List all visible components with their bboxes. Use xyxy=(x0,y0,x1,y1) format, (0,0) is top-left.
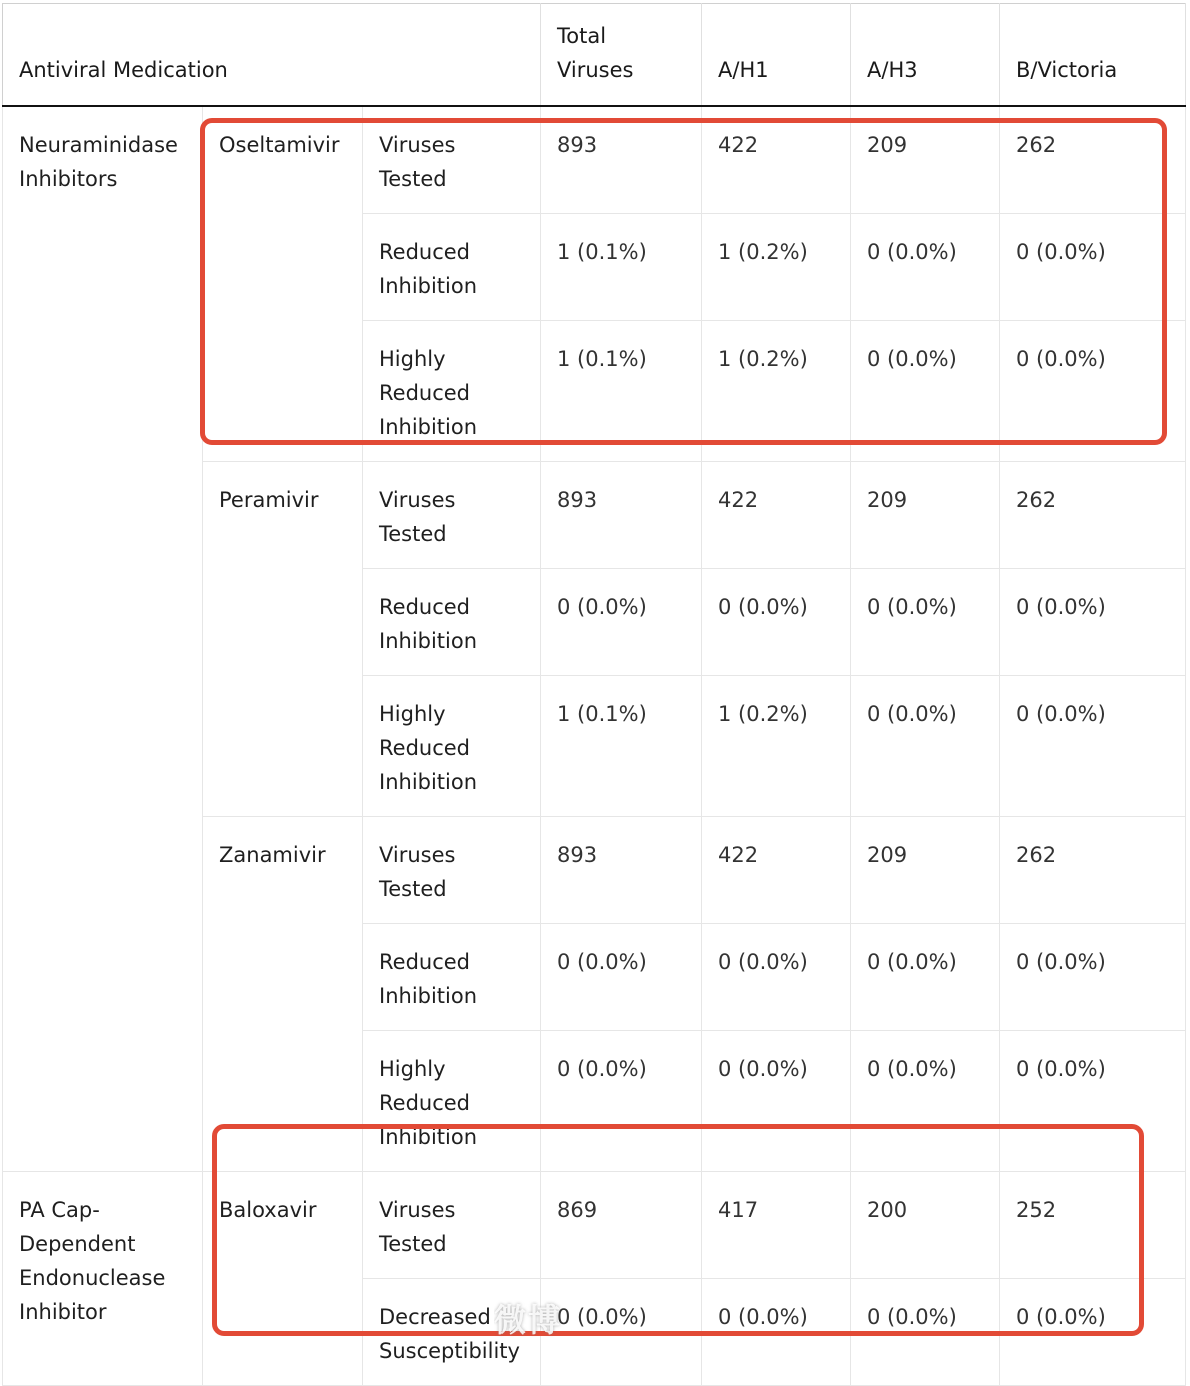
cell-a-h1: 0 (0.0%) xyxy=(702,1031,851,1172)
cell-total: 893 xyxy=(541,817,702,924)
cell-b-victoria: 262 xyxy=(1000,462,1186,569)
medication-cell-zanamivir: Zanamivir xyxy=(203,817,363,1172)
cell-a-h1: 0 (0.0%) xyxy=(702,569,851,676)
medication-cell-oseltamivir: Oseltamivir xyxy=(203,106,363,462)
cell-total: 0 (0.0%) xyxy=(541,924,702,1031)
cell-total: 1 (0.1%) xyxy=(541,214,702,321)
row-label: Decreased Susceptibility xyxy=(363,1279,541,1386)
cell-b-victoria: 0 (0.0%) xyxy=(1000,676,1186,817)
medication-cell-baloxavir: Baloxavir xyxy=(203,1172,363,1386)
cell-a-h1: 422 xyxy=(702,817,851,924)
cell-a-h3: 0 (0.0%) xyxy=(851,676,1000,817)
drug-class-cell: PA Cap-Dependent Endonuclease Inhibitor xyxy=(3,1172,203,1386)
medication-cell-peramivir: Peramivir xyxy=(203,462,363,817)
cell-a-h1: 0 (0.0%) xyxy=(702,924,851,1031)
cell-b-victoria: 0 (0.0%) xyxy=(1000,569,1186,676)
cell-a-h3: 0 (0.0%) xyxy=(851,321,1000,462)
cell-a-h3: 0 (0.0%) xyxy=(851,569,1000,676)
cell-total: 869 xyxy=(541,1172,702,1279)
row-label: Viruses Tested xyxy=(363,817,541,924)
table-header-row xyxy=(3,4,1186,107)
cell-total: 0 (0.0%) xyxy=(541,569,702,676)
row-label: Highly Reduced Inhibition xyxy=(363,1031,541,1172)
row-label: Reduced Inhibition xyxy=(363,569,541,676)
cell-total: 0 (0.0%) xyxy=(541,1031,702,1172)
cell-a-h3: 209 xyxy=(851,462,1000,569)
header-antiviral-medication: Antiviral Medication xyxy=(3,4,541,107)
row-label: Highly Reduced Inhibition xyxy=(363,676,541,817)
table-row xyxy=(3,106,1186,214)
watermark: 微博 xyxy=(494,1301,563,1339)
cell-total: 1 (0.1%) xyxy=(541,676,702,817)
cell-a-h1: 417 xyxy=(702,1172,851,1279)
cell-total: 0 (0.0%) xyxy=(541,1279,702,1386)
row-label: Viruses Tested xyxy=(363,106,541,214)
cell-a-h1: 1 (0.2%) xyxy=(702,214,851,321)
cell-b-victoria: 262 xyxy=(1000,106,1186,214)
cell-a-h1: 422 xyxy=(702,106,851,214)
row-label: Reduced Inhibition xyxy=(363,924,541,1031)
row-label: Highly Reduced Inhibition xyxy=(363,321,541,462)
cell-b-victoria: 0 (0.0%) xyxy=(1000,214,1186,321)
cell-total: 1 (0.1%) xyxy=(541,321,702,462)
cell-b-victoria: 0 (0.0%) xyxy=(1000,321,1186,462)
cell-b-victoria: 252 xyxy=(1000,1172,1186,1279)
cell-a-h3: 209 xyxy=(851,817,1000,924)
cell-a-h3: 200 xyxy=(851,1172,1000,1279)
cell-total: 893 xyxy=(541,106,702,214)
drug-class-cell: Neuraminidase Inhibitors xyxy=(3,106,203,1172)
cell-total: 893 xyxy=(541,462,702,569)
cell-a-h1: 0 (0.0%) xyxy=(702,1279,851,1386)
cell-a-h3: 0 (0.0%) xyxy=(851,1031,1000,1172)
header-b-victoria: B/Victoria xyxy=(1000,4,1186,107)
row-label: Viruses Tested xyxy=(363,1172,541,1279)
table-row xyxy=(3,1172,1186,1279)
cell-b-victoria: 0 (0.0%) xyxy=(1000,1279,1186,1386)
cell-a-h1: 422 xyxy=(702,462,851,569)
cell-b-victoria: 0 (0.0%) xyxy=(1000,924,1186,1031)
cell-b-victoria: 262 xyxy=(1000,817,1186,924)
header-a-h1: A/H1 xyxy=(702,4,851,107)
row-label: Reduced Inhibition xyxy=(363,214,541,321)
header-a-h3: A/H3 xyxy=(851,4,1000,107)
cell-a-h3: 209 xyxy=(851,106,1000,214)
cell-a-h3: 0 (0.0%) xyxy=(851,214,1000,321)
row-label: Viruses Tested xyxy=(363,462,541,569)
cell-a-h1: 1 (0.2%) xyxy=(702,676,851,817)
cell-a-h1: 1 (0.2%) xyxy=(702,321,851,462)
cell-a-h3: 0 (0.0%) xyxy=(851,924,1000,1031)
cell-a-h3: 0 (0.0%) xyxy=(851,1279,1000,1386)
header-total-viruses: Total Viruses xyxy=(541,4,702,107)
cell-b-victoria: 0 (0.0%) xyxy=(1000,1031,1186,1172)
antiviral-resistance-table xyxy=(2,3,1186,1386)
